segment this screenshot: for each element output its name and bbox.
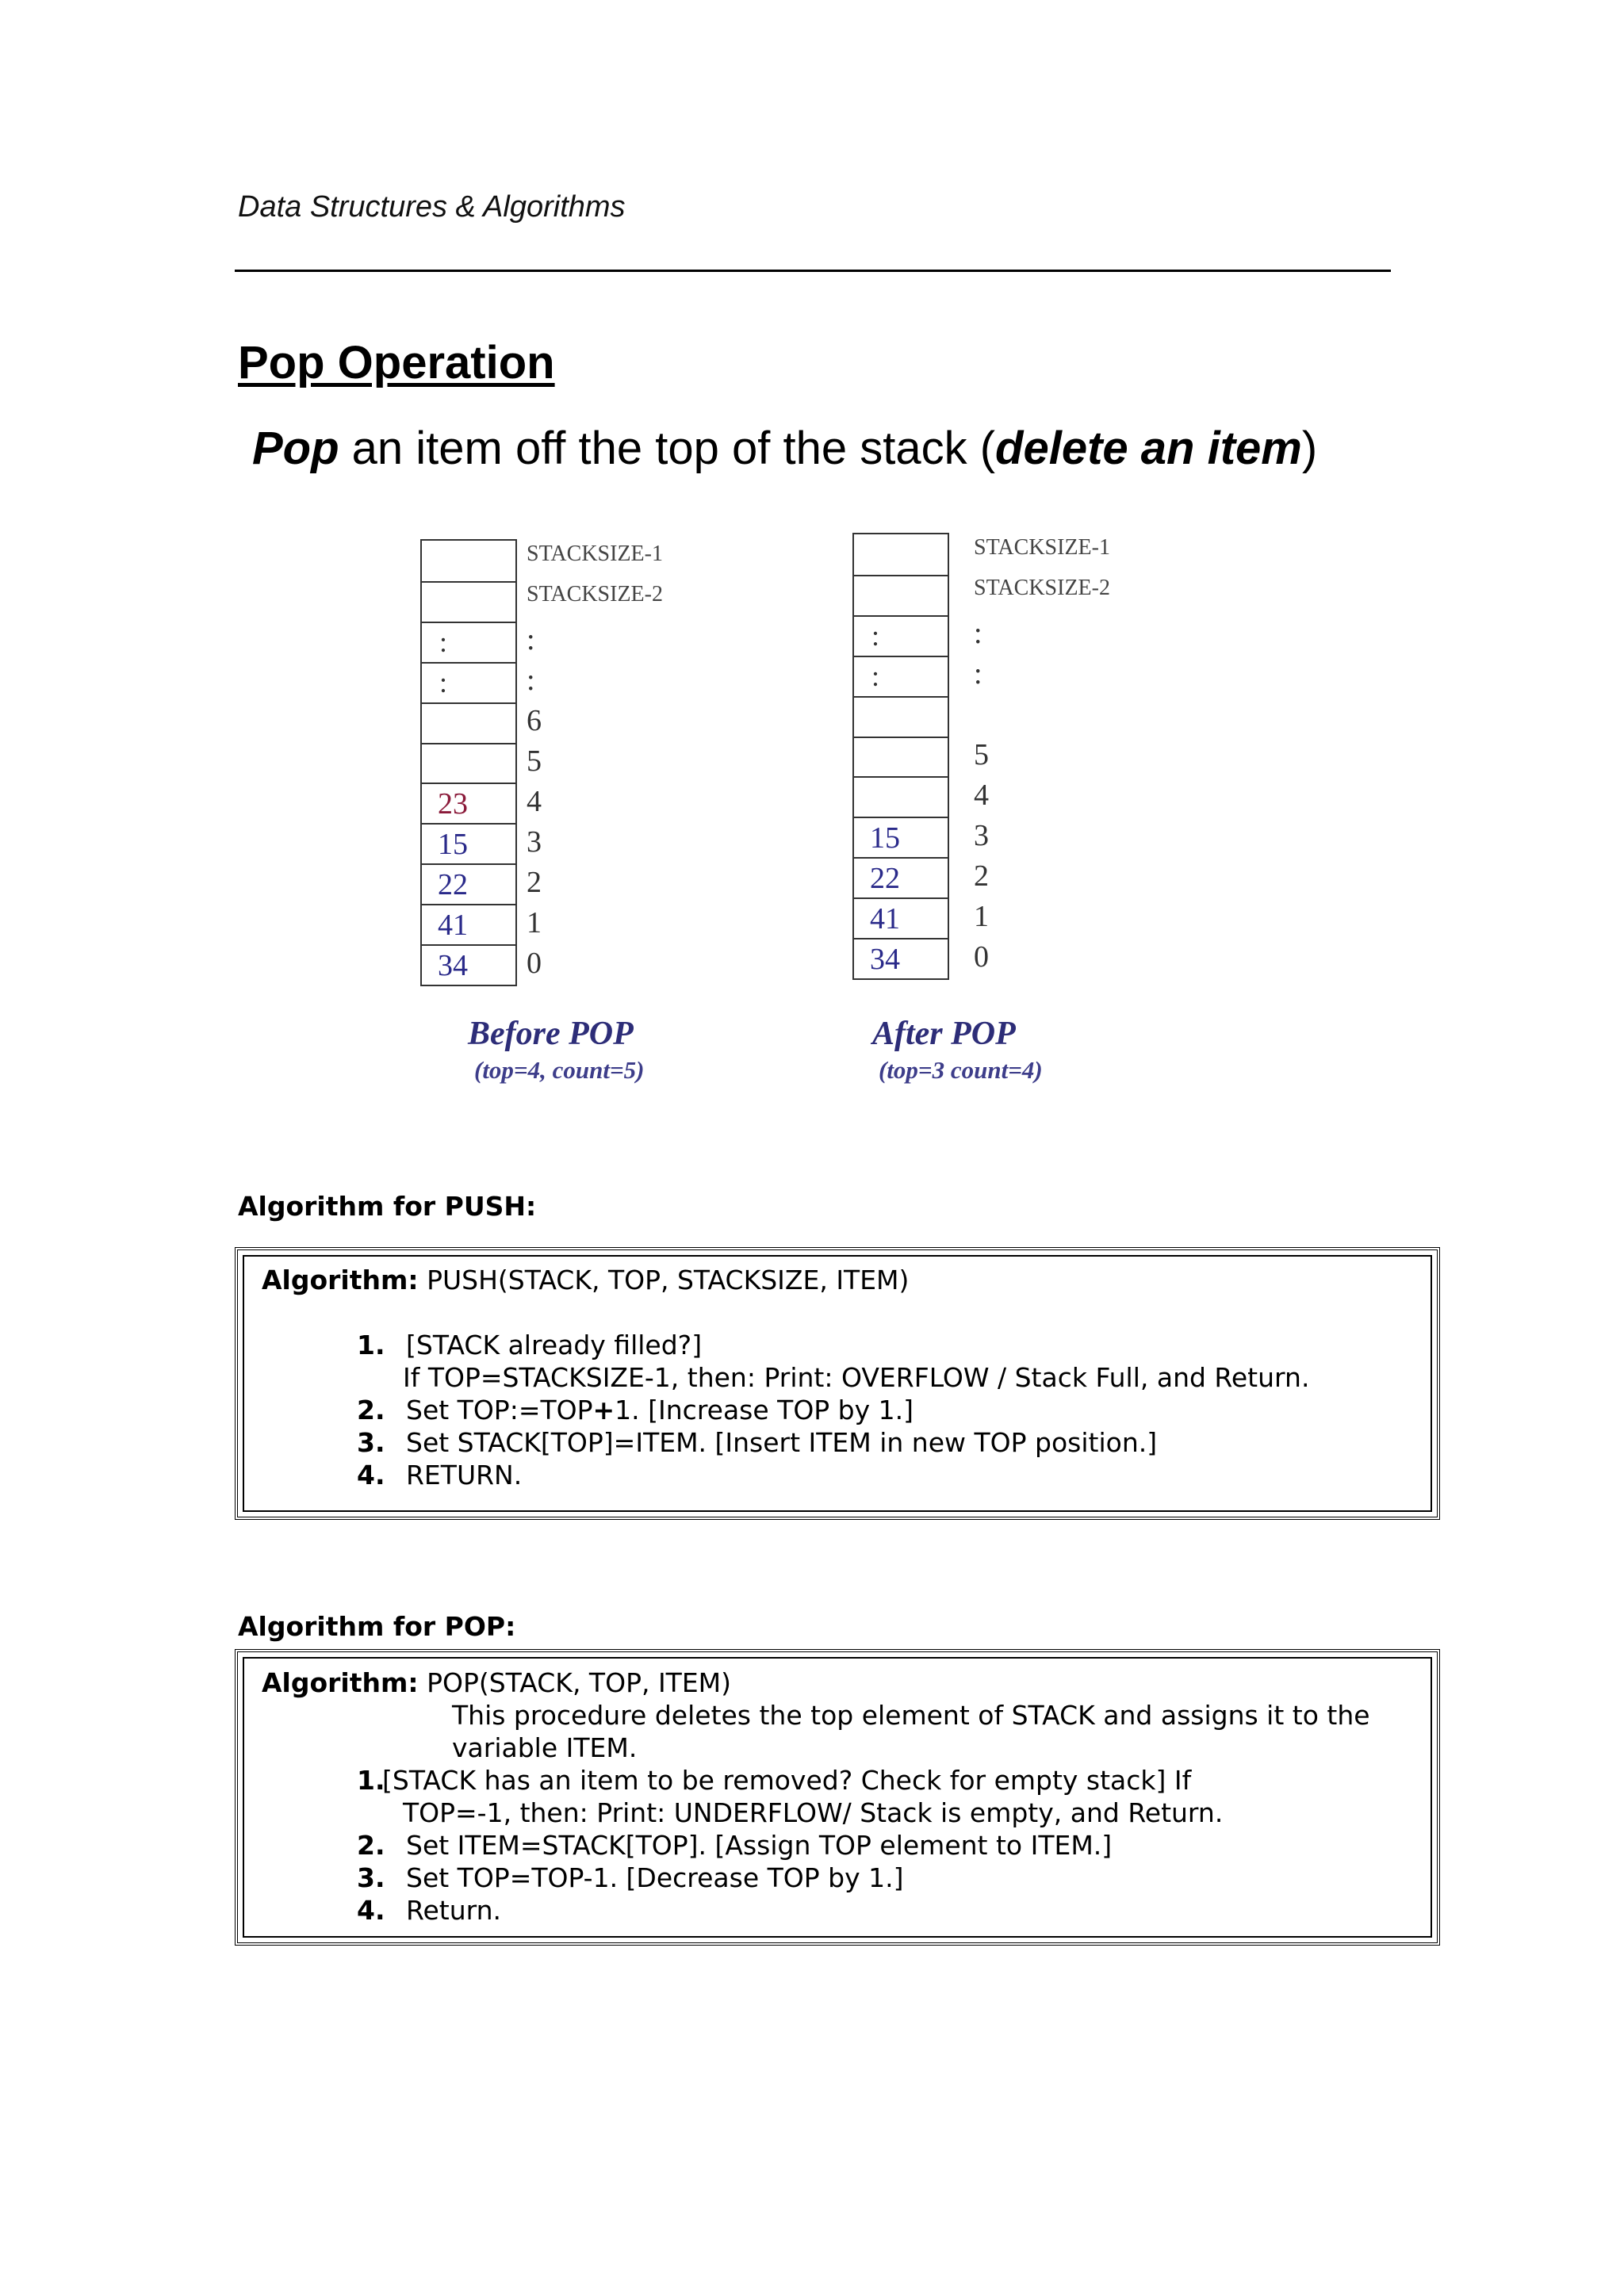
push-step-4-text: RETURN.	[406, 1460, 523, 1490]
after-stack-cell-10: 34	[854, 938, 948, 978]
pop-step-3-num: 3.	[357, 1862, 385, 1893]
subtitle-end: )	[1301, 423, 1318, 474]
push-step-1-cont: If TOP=STACKSIZE-1, then: Print: OVERFLOW / Stack Full, and Return.	[403, 1362, 1310, 1393]
before-pop-label: Before POP	[468, 1016, 634, 1052]
subtitle-emph-pop: Pop	[252, 423, 339, 474]
after-stack-index-9: 1	[974, 899, 989, 933]
before-stack-index-9: 1	[527, 905, 542, 939]
after-stack-cell-2: :	[854, 615, 948, 656]
after-stack-index-6: 4	[974, 778, 989, 812]
before-stack-cell-4	[422, 702, 515, 743]
after-stack-cell-8: 22	[854, 857, 948, 897]
before-stack-cell-5	[422, 743, 515, 783]
push-step-2-num: 2.	[357, 1395, 385, 1425]
pop-algo-sig: POP(STACK, TOP, ITEM)	[418, 1667, 732, 1698]
before-stack-cell-9: 41	[422, 904, 515, 944]
before-stack-cell-8: 22	[422, 863, 515, 904]
pop-signature	[262, 1667, 731, 1699]
after-stack-cell-0	[854, 534, 948, 575]
pop-step-1-cont: TOP=-1, then: Print: UNDERFLOW/ Stack is empty, and Return.	[403, 1797, 1224, 1828]
pop-description-1: This procedure deletes the top element of STACK and assigns it to the	[452, 1700, 1370, 1731]
before-stack-index-6: 4	[527, 784, 542, 818]
before-stack-index-3: :	[527, 664, 535, 698]
before-stack-cell-1	[422, 581, 515, 622]
after-stack-cell-7: 15	[854, 817, 948, 857]
push-step-3-text: Set STACK[TOP]=ITEM. [Insert ITEM in new TOP position.]	[406, 1427, 1158, 1458]
push-step-4-num: 4.	[357, 1460, 385, 1490]
after-stack-index-5: 5	[974, 738, 989, 771]
after-stack-index-7: 3	[974, 818, 989, 852]
push-step-3-num: 3.	[357, 1427, 385, 1458]
pop-step-1-num: 1.	[357, 1765, 385, 1796]
subtitle-emph-delete: delete an item	[995, 423, 1302, 474]
pop-heading: Algorithm for POP:	[238, 1611, 516, 1642]
pop-step-2-text: Set ITEM=STACK[TOP]. [Assign TOP element to ITEM.]	[406, 1830, 1113, 1861]
before-stack-index-8: 2	[527, 865, 542, 899]
after-stack-cell-4	[854, 696, 948, 737]
subtitle	[252, 422, 1317, 475]
push-algo-sig: PUSH(STACK, TOP, STACKSIZE, ITEM)	[418, 1265, 910, 1295]
before-stack-index-2: :	[527, 623, 535, 657]
after-stack-index-8: 2	[974, 859, 989, 893]
page-title: Pop Operation	[238, 337, 555, 388]
push-heading: Algorithm for PUSH:	[238, 1191, 537, 1222]
before-stack-cell-10: 34	[422, 944, 515, 985]
before-stack-index-5: 5	[527, 744, 542, 778]
after-stack-index-2: :	[974, 617, 982, 651]
after-stack-index-3: :	[974, 657, 982, 691]
stack-before-pop	[420, 539, 517, 986]
push-algo-label: Algorithm:	[262, 1265, 419, 1295]
after-stack-cell-3: :	[854, 656, 948, 696]
push-step-1-num: 1.	[357, 1330, 385, 1360]
after-stack-cell-1	[854, 575, 948, 615]
stack-after-pop	[852, 533, 949, 980]
subtitle-middle: an item off the top of the stack (	[339, 423, 996, 474]
after-stack-index-1: STACKSIZE-2	[974, 576, 1110, 601]
before-stack-cell-7: 15	[422, 823, 515, 863]
after-stack-cell-6	[854, 776, 948, 817]
header-rule	[235, 270, 1391, 272]
after-stack-cell-5	[854, 737, 948, 777]
before-stack-cell-0	[422, 541, 515, 581]
before-pop-sub: (top=4, count=5)	[474, 1056, 645, 1084]
before-stack-index-4: 6	[527, 704, 542, 738]
before-stack-index-0: STACKSIZE-1	[527, 541, 663, 567]
after-pop-sub: (top=3 count=4)	[879, 1056, 1043, 1084]
pop-step-3-text: Set TOP=TOP-1. [Decrease TOP by 1.]	[406, 1862, 904, 1893]
push-signature	[262, 1264, 909, 1296]
after-stack-index-0: STACKSIZE-1	[974, 535, 1110, 561]
running-header: Data Structures & Algorithms	[238, 190, 626, 224]
pop-description-2: variable ITEM.	[452, 1732, 638, 1763]
pop-step-4-text: Return.	[406, 1895, 501, 1926]
before-stack-index-7: 3	[527, 825, 542, 859]
before-stack-index-1: STACKSIZE-2	[527, 582, 663, 607]
before-stack-cell-3: :	[422, 662, 515, 702]
push-step-1-text: [STACK already filled?]	[406, 1330, 703, 1360]
before-stack-index-10: 0	[527, 946, 542, 980]
after-stack-index-10: 0	[974, 939, 989, 974]
before-stack-cell-2: :	[422, 622, 515, 662]
after-stack-cell-9: 41	[854, 897, 948, 938]
pop-algo-label: Algorithm:	[262, 1667, 419, 1698]
pop-step-2-num: 2.	[357, 1830, 385, 1861]
pop-step-4-num: 4.	[357, 1895, 385, 1926]
push-step-2-text: Set TOP:=TOP+1. [Increase TOP by 1.]	[406, 1395, 914, 1425]
before-stack-cell-6: 23	[422, 783, 515, 823]
pop-step-1-text: [STACK has an item to be removed? Check for empty stack] If	[382, 1765, 1192, 1796]
after-pop-label: After POP	[872, 1016, 1016, 1052]
